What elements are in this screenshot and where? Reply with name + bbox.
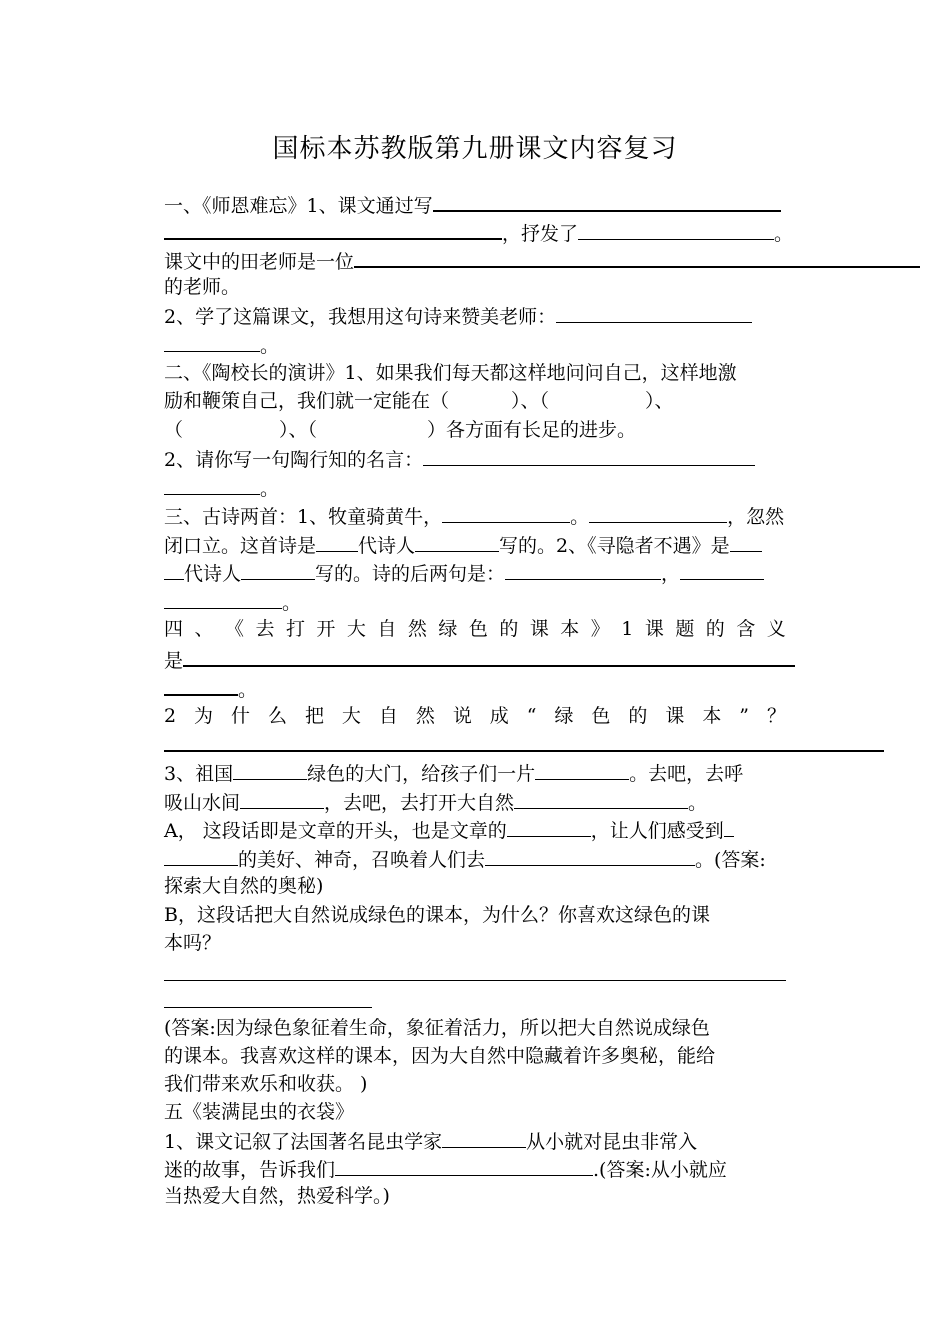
blank[interactable] <box>164 844 238 866</box>
spaced-char: 大 <box>346 618 366 640</box>
spaced-char: ？ <box>766 705 786 727</box>
s5-line4: 当热爱大自然，热爱科学。) <box>164 1185 390 1207</box>
blank[interactable] <box>578 218 774 240</box>
s4-line8: 的美好、神奇，召唤着人们去 。(答案: <box>164 844 766 873</box>
spaced-char: 绿 <box>554 705 574 727</box>
spaced-char: 的 <box>628 705 648 727</box>
spaced-char: “ <box>526 705 537 727</box>
spaced-char: 课 <box>529 618 549 640</box>
spaced-char: 题 <box>675 618 695 640</box>
spaced-char: 2 <box>164 705 177 727</box>
s5-line1: 五《装满昆虫的衣袋》 <box>164 1101 355 1123</box>
s4-line5: 3、祖国 绿色的大门，给孩子们一片 。去吧，去呼 <box>164 758 743 787</box>
blank[interactable] <box>183 644 795 667</box>
s4-line4 <box>164 702 786 731</box>
s1-line5: 2、学了这篇课文，我想用这句诗来赞美老师： <box>164 301 752 330</box>
s1-line4: 的老师。 <box>164 276 241 298</box>
s2-line2: 励和鞭策自己，我们就一定能在（ ）、（ ）、 <box>164 390 674 412</box>
s1-line1: 一、《师恩难忘》1、课文通过写 <box>164 189 781 218</box>
spaced-char: 为 <box>194 705 214 727</box>
blank[interactable] <box>730 530 762 552</box>
s2-line1: 二、《陶校长的演讲》1、如果我们每天都这样地问问自己，这样地激 <box>164 362 737 384</box>
spaced-char: 1 <box>621 618 634 640</box>
spaced-char: 打 <box>285 618 305 640</box>
s3-line4: 。 <box>164 587 301 616</box>
answer-line[interactable] <box>164 1007 372 1008</box>
blank[interactable] <box>335 1154 593 1176</box>
spaced-char: 《 <box>224 618 244 640</box>
s4-line7: A， 这段话即是文章的开头，也是文章的 ，让人们感受到 <box>164 815 734 844</box>
spaced-char: 自 <box>377 618 397 640</box>
s3-line1: 三、古诗两首：1、牧童骑黄牛， 。 ，忽然 <box>164 501 784 530</box>
spaced-char: 含 <box>736 618 756 640</box>
blank[interactable] <box>240 787 324 809</box>
s5-line3: 迷的故事，告诉我们 .(答案:从小就应 <box>164 1154 727 1183</box>
blank[interactable] <box>433 189 781 212</box>
blank[interactable] <box>423 444 755 466</box>
blank[interactable] <box>354 245 920 268</box>
spaced-char: 说 <box>452 705 472 727</box>
s3-line3: 代诗人 写的。诗的后两句是： ， <box>164 558 764 587</box>
blank[interactable] <box>233 758 307 780</box>
spaced-char: ” <box>739 705 749 727</box>
s4-line6: 吸山水间 ，去吧，去打开大自然 。 <box>164 787 707 816</box>
blank[interactable] <box>164 473 260 495</box>
spaced-char: 本 <box>560 618 580 640</box>
spaced-char: 去 <box>255 618 275 640</box>
spaced-char: 把 <box>304 705 324 727</box>
blank[interactable] <box>680 558 764 580</box>
spaced-char: 本 <box>702 705 722 727</box>
s4-line10: B，这段话把大自然说成绿色的课本，为什么？你喜欢这绿色的课 <box>164 904 710 926</box>
blank[interactable] <box>724 815 734 837</box>
spaced-char: 课 <box>665 705 685 727</box>
blank[interactable] <box>316 530 358 552</box>
spaced-char: 然 <box>407 618 427 640</box>
s4-line9: 探索大自然的奥秘) <box>164 875 324 897</box>
blank[interactable] <box>485 844 695 866</box>
blank[interactable] <box>164 217 502 240</box>
blank[interactable] <box>505 558 661 580</box>
spaced-char: 四 <box>164 618 184 640</box>
spaced-char: 什 <box>231 705 251 727</box>
s2-line5: 。 <box>164 473 279 502</box>
spaced-char: 义 <box>766 618 786 640</box>
page-title: 国标本苏教版第九册课文内容复习 <box>272 134 678 164</box>
spaced-char: 绿 <box>438 618 458 640</box>
answer-line[interactable] <box>164 980 786 981</box>
s4-line1 <box>164 615 786 644</box>
blank[interactable] <box>415 530 499 552</box>
blank[interactable] <box>589 501 727 523</box>
blank[interactable] <box>442 1126 526 1148</box>
spaced-char: 色 <box>591 705 611 727</box>
blank[interactable] <box>164 673 238 696</box>
blank[interactable] <box>514 787 688 809</box>
blank[interactable] <box>507 815 591 837</box>
s1-line2: ，抒发了 。 <box>164 217 793 246</box>
spaced-char: 开 <box>316 618 336 640</box>
s4-line13: 的课本。我喜欢这样的课本，因为大自然中隐藏着许多奥秘，能给 <box>164 1045 716 1067</box>
s2-line3: （ ）、（ ）各方面有长足的进步。 <box>164 419 637 441</box>
spaced-char: 色 <box>468 618 488 640</box>
blank[interactable] <box>164 587 282 609</box>
answer-line[interactable] <box>164 750 884 752</box>
s4-line14: 我们带来欢乐和收获。 ) <box>164 1073 368 1095</box>
s5-line2: 1、课文记叙了法国著名昆虫学家 从小就对昆虫非常入 <box>164 1126 697 1155</box>
blank[interactable] <box>535 758 629 780</box>
s2-line4: 2、请你写一句陶行知的名言： <box>164 444 755 473</box>
s1-line6: 。 <box>164 330 279 359</box>
spaced-char: 》 <box>590 618 610 640</box>
spaced-char: 自 <box>378 705 398 727</box>
spaced-char: 、 <box>194 618 214 640</box>
spaced-char: 成 <box>489 705 509 727</box>
s4-line2: 是 <box>164 644 795 673</box>
s4-line11: 本吗？ <box>164 932 222 954</box>
blank[interactable] <box>442 501 570 523</box>
spaced-char: 然 <box>415 705 435 727</box>
spaced-char: 的 <box>705 618 725 640</box>
s1-line3: 课文中的田老师是一位 <box>164 245 920 274</box>
blank[interactable] <box>241 558 315 580</box>
spaced-char: 么 <box>267 705 287 727</box>
blank[interactable] <box>164 330 260 352</box>
blank[interactable] <box>164 558 184 580</box>
blank[interactable] <box>556 301 752 323</box>
s3-line2: 闭口立。这首诗是 代诗人 写的。2、《寻隐者不遇》是 <box>164 530 762 559</box>
spaced-char: 课 <box>644 618 664 640</box>
s4-line3: 。 <box>164 673 257 702</box>
spaced-char: 大 <box>341 705 361 727</box>
s4-line12: (答案:因为绿色象征着生命，象征着活力，所以把大自然说成绿色 <box>164 1017 710 1039</box>
spaced-char: 的 <box>499 618 519 640</box>
